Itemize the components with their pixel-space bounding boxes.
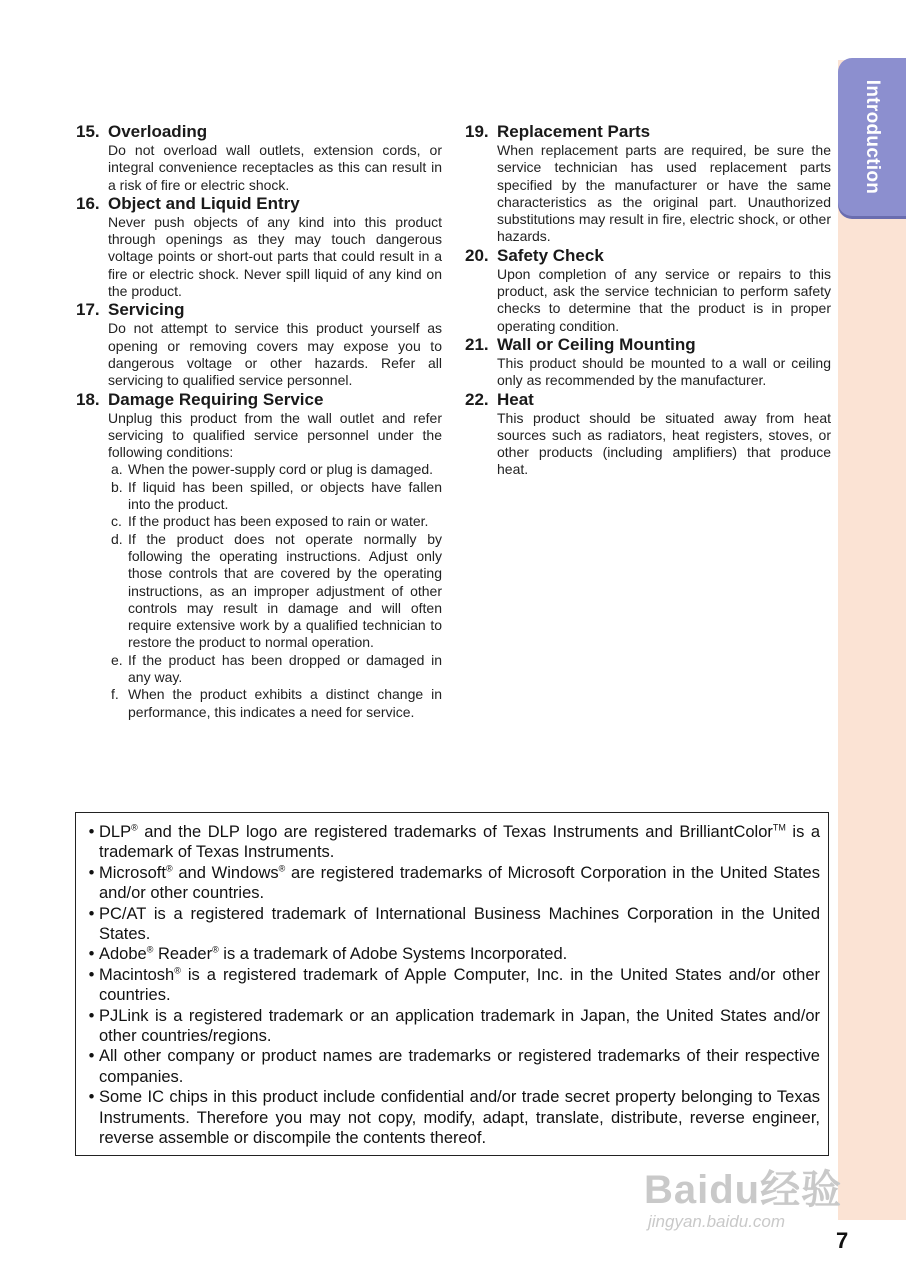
section-number: 21.	[465, 334, 489, 354]
item-letter: a.	[111, 461, 123, 478]
item-text: When the product exhibits a distinct change in performance, this indicates a need for service.	[128, 686, 442, 720]
registered-mark: ®	[131, 822, 138, 833]
item-text: If liquid has been spilled, or objects have fallen into the product.	[128, 478, 442, 513]
section-title	[465, 390, 831, 410]
section-title	[465, 122, 831, 142]
section-body: Never push objects of any kind into this product through openings as they may touch dangerous voltage points or short-out parts that could result in a fire or electric shock. Never spill liquid of any kind on the product.	[108, 213, 442, 300]
text-part: and Windows	[172, 863, 279, 882]
trademark-item	[84, 944, 820, 964]
section-heading: Wall or Ceiling Mounting	[497, 334, 696, 354]
section-number: 16.	[76, 193, 100, 213]
section-number: 17.	[76, 300, 100, 320]
trademark-item	[84, 904, 820, 945]
section-heading: Object and Liquid Entry	[108, 193, 300, 213]
section-number: 15.	[76, 122, 100, 141]
trademark-item	[84, 965, 820, 1006]
section-15	[76, 122, 442, 194]
section-title	[76, 300, 442, 320]
text-part: Reader	[153, 945, 213, 964]
section-body: When replacement parts are required, be sure the service technician has used replacement parts specified by the manufacturer or have the same characteristics as the original part. Unauthorized substitutions may result in fire, electric shock, or other hazards.	[497, 142, 831, 245]
condition-item	[108, 531, 442, 652]
section-number: 19.	[465, 122, 489, 141]
bullet-icon: •	[88, 904, 95, 923]
section-16	[76, 194, 442, 300]
trademark-text	[99, 965, 820, 1006]
left-column	[76, 122, 442, 721]
watermark-logo: Baidu经验	[644, 1168, 843, 1212]
trademark-item	[84, 1006, 820, 1047]
condition-item	[108, 513, 442, 530]
section-18	[76, 390, 442, 721]
text-part: is a registered trademark of Apple Computer, Inc. in the United States and/or other countries.	[99, 965, 820, 1005]
item-text: When the power-supply cord or plug is damaged.	[128, 461, 434, 478]
section-number: 18.	[76, 389, 100, 409]
section-number: 20.	[465, 245, 489, 265]
right-column	[465, 122, 831, 479]
section-heading: Safety Check	[497, 245, 604, 265]
trademark-notice-box	[75, 812, 829, 1156]
section-heading: Overloading	[108, 122, 208, 141]
section-20	[465, 246, 831, 335]
section-body: Do not overload wall outlets, extension cords, or integral convenience receptacles as this can result in a risk of fire or electric shock.	[108, 142, 442, 193]
side-margin-strip	[838, 60, 906, 1220]
item-text: If the product has been dropped or damaged in any way.	[128, 651, 442, 686]
item-letter: d.	[111, 530, 123, 547]
section-heading: Servicing	[108, 300, 185, 320]
trademark-item	[84, 822, 820, 863]
section-heading: Replacement Parts	[497, 122, 651, 141]
section-tab-introduction[interactable]	[838, 58, 906, 216]
section-title	[76, 390, 442, 410]
baidu-watermark	[640, 1150, 850, 1250]
section-title	[76, 122, 442, 142]
item-letter: b.	[111, 478, 123, 495]
text-part: and the DLP logo are registered trademarks of Texas Instruments and BrilliantColor	[137, 823, 773, 841]
trademark-text: Some IC chips in this product include confidential and/or trade secret property belonging to Texas Instruments. Therefore you may not copy, modify, adapt, translate, distribute, reverse engineer, reverse assemble or discompile the contents thereof.	[99, 1088, 820, 1148]
section-number: 22.	[465, 389, 489, 409]
watermark-url: jingyan.baidu.com	[648, 1212, 786, 1231]
section-17	[76, 300, 442, 389]
trademark-item	[84, 863, 820, 904]
section-tab-label: Introduction	[862, 79, 883, 195]
trademark-item	[84, 1087, 820, 1148]
registered-mark: ®	[212, 944, 219, 955]
trademark-text	[99, 863, 820, 904]
condition-item	[108, 479, 442, 514]
trademark-text	[99, 944, 820, 964]
section-body: Upon completion of any service or repairs to this product, ask the service technician to perform safety checks to determine that the product is in proper operating condition.	[497, 265, 831, 334]
registered-mark: ®	[146, 944, 154, 955]
item-letter: f.	[111, 686, 119, 703]
section-21	[465, 335, 831, 390]
bullet-icon: •	[88, 1006, 95, 1025]
section-body: This product should be mounted to a wall or ceiling only as recommended by the manufacturer.	[497, 354, 831, 389]
condition-item	[108, 652, 442, 687]
bullet-icon: •	[88, 863, 95, 882]
text-part: Microsoft	[99, 863, 166, 882]
section-heading: Heat	[497, 389, 534, 409]
text-part: is a trademark of Texas Instruments.	[99, 823, 820, 862]
registered-mark: ®	[174, 965, 181, 976]
item-letter: c.	[111, 513, 122, 530]
bullet-icon: •	[88, 1088, 95, 1107]
text-part: are registered trademarks of Microsoft Corporation in the United States and/or other countries.	[99, 863, 820, 903]
trademark-item	[84, 1046, 820, 1087]
text-part: Adobe	[99, 945, 147, 964]
registered-mark: ®	[165, 863, 173, 874]
section-19	[465, 122, 831, 246]
bullet-icon: •	[88, 965, 95, 984]
section-title	[465, 246, 831, 266]
section-body: Do not attempt to service this product yourself as opening or removing covers may expose you to dangerous voltage or other hazards. Refer all servicing to qualified service personnel.	[108, 320, 442, 389]
item-text: If the product has been exposed to rain or water.	[128, 513, 429, 530]
registered-mark: ®	[278, 863, 286, 874]
bullet-icon: •	[88, 823, 95, 841]
trademark-text: All other company or product names are trademarks or registered trademarks of their respective companies.	[99, 1047, 820, 1086]
section-body: Unplug this product from the wall outlet and refer servicing to qualified service personnel under the following conditions:	[108, 409, 442, 461]
section-title	[465, 335, 831, 355]
page-number: 7	[836, 1228, 849, 1253]
trademark-text: PJLink is a registered trademark or an application trademark in Japan, the United States and/or other countries/regions.	[99, 1006, 820, 1046]
text-part: is a trademark of Adobe Systems Incorporated.	[218, 945, 568, 964]
bullet-icon: •	[88, 945, 95, 964]
section-22	[465, 390, 831, 479]
condition-item	[108, 686, 442, 721]
text-part: Macintosh	[99, 965, 175, 984]
section-heading: Damage Requiring Service	[108, 389, 324, 409]
item-text: If the product does not operate normally by following the operating instructions. Adjust only those controls that are covered by the operating instructions, as an improper adjustment of other controls may result in damage and will often require extensive work by a qualified technician to restore the product to normal operation.	[128, 530, 442, 651]
trademark-mark: TM	[772, 822, 786, 833]
trademark-text	[99, 822, 820, 863]
item-letter: e.	[111, 651, 123, 668]
text-part: DLP	[99, 823, 132, 841]
trademark-text: PC/AT is a registered trademark of International Business Machines Corporation in the United States.	[99, 904, 820, 944]
condition-item	[108, 461, 442, 478]
bullet-icon: •	[88, 1047, 95, 1066]
section-title	[76, 194, 442, 214]
section-body: This product should be situated away from heat sources such as radiators, heat registers, stoves, or other products (including amplifiers) that produce heat.	[497, 409, 831, 478]
